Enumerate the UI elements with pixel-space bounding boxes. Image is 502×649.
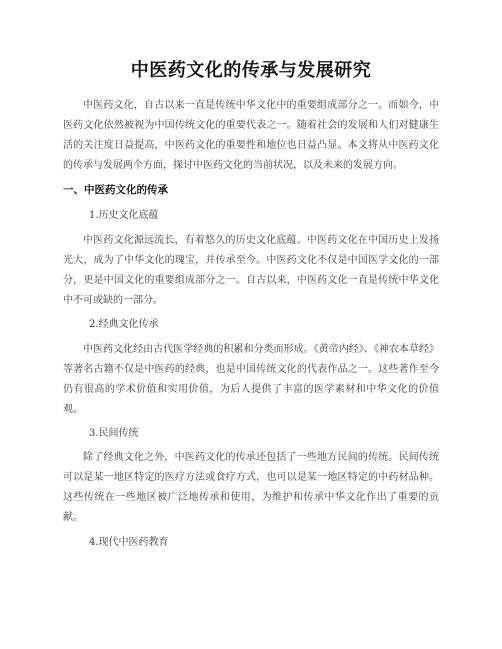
subsection-title: 4.现代中医药教育 bbox=[89, 537, 169, 548]
section-heading: 一、中医药文化的传承 bbox=[63, 184, 168, 196]
subsection-title: 3.民间传统 bbox=[89, 428, 139, 439]
subsection-title: 2.经典文化传承 bbox=[89, 319, 159, 330]
subsection-paragraph: 中医药文化经由古代医学经典的积累和分类而形成。《黄帝内经》、《神农本草经》等著名古籍不仅是中医药的经典，也是中国传统文化的代表作品之一。这些著作至今仍有很高的学术价值和实用价值，为后人提供了丰富的医学素材和中华文化的价值观。 bbox=[63, 344, 439, 415]
subsection-paragraph: 除了经典文化之外，中医药文化的传承还包括了一些地方民间的传统。民间传统可以是某一地区特定的医疗方法或食疗方式，也可以是某一地区特定的中药材品种。这些传统在一些地区被广泛地传承和使用，为维护和传承中华文化作出了重要的贡献。 bbox=[63, 452, 439, 523]
subsection-paragraph: 中医药文化源远流长，有着悠久的历史文化底蕴。中医药文化在中国历史上发扬光大，成为了中华文化的瑰宝，并传承至今。中医药文化不仅是中国医学文化的一部分，更是中国文化的重要组成部分之一。自古以来，中医药文化一直是传统中华文化中不可或缺的一部分。 bbox=[63, 235, 439, 306]
intro-paragraph: 中医药文化，自古以来一直是传统中华文化中的重要组成部分之一。而如今，中医药文化依然被视为中国传统文化的重要代表之一。随着社会的发展和人们对健康生活的关注度日益提高，中医药文化的重要性和地位也日益凸显。本文将从中医药文化的传承与发展两个方面，探讨中医药文化的当前状况，以及未来的发展方向。 bbox=[63, 100, 439, 171]
document-title: 中医药文化的传承与发展研究 bbox=[130, 60, 372, 81]
subsection-title: 1.历史文化底蕴 bbox=[89, 210, 159, 221]
